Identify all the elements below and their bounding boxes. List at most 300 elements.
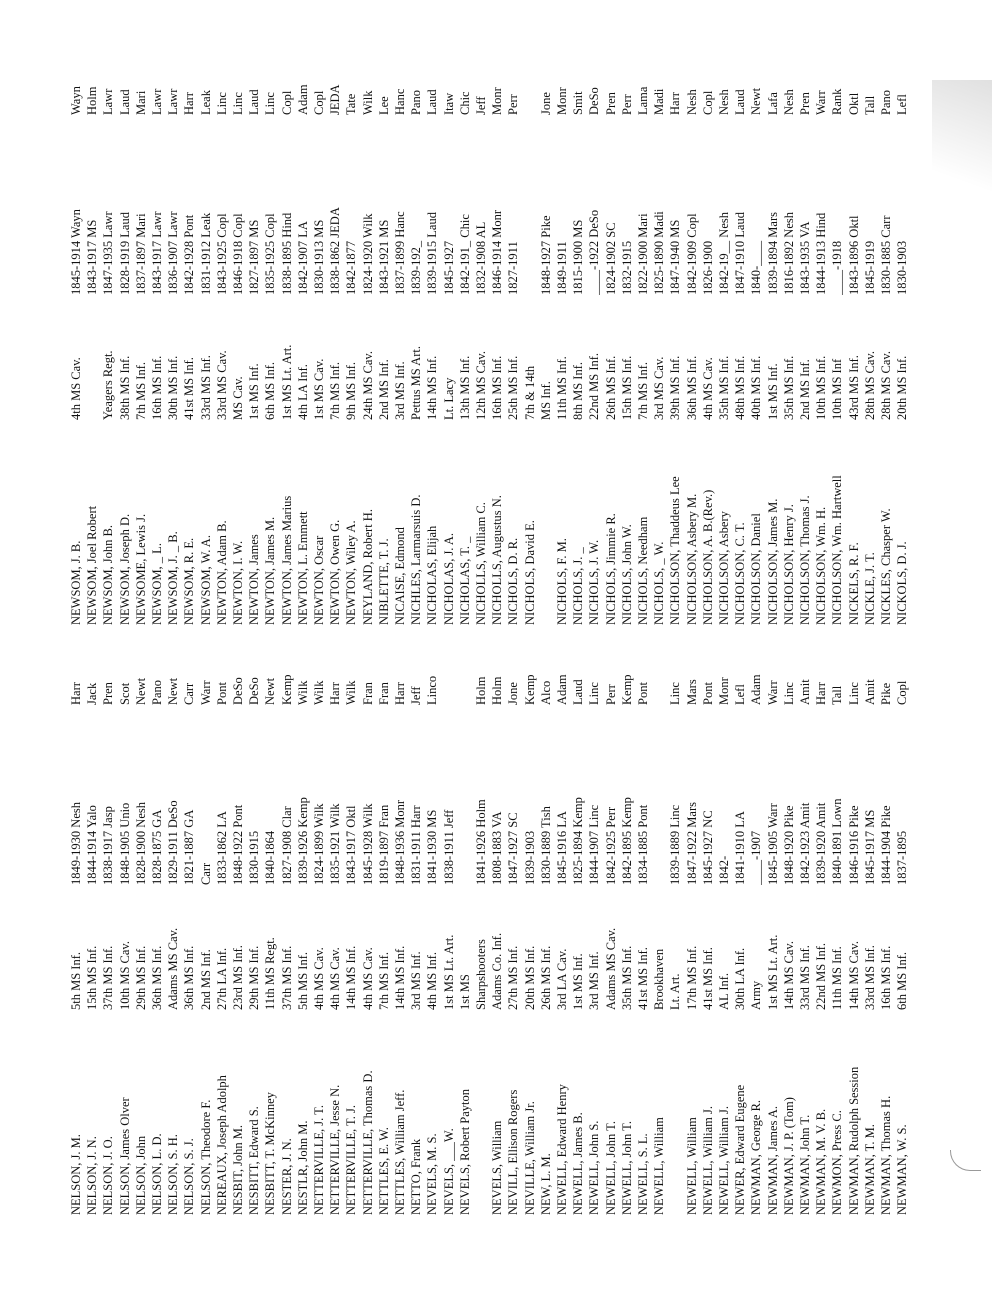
soldier-name: NICHOLS, D. R. [506,537,521,625]
dates-county: 1837-1895 [895,830,910,885]
burial-county: Nesh [684,89,699,115]
unit: 11th MS Regt. [263,937,278,1010]
dates-county: 1835-1925 Copl [263,213,278,295]
burial-county: Harr [182,92,197,115]
roster-row [246,660,262,1215]
unit: 37th MS Inf. [101,945,116,1010]
burial-county: Pren [101,682,116,705]
burial-county: Tall [862,95,877,115]
roster-row [133,660,149,1215]
roster-row [651,70,667,625]
dates-county: 1841-1930 MS [425,809,440,885]
roster-row [570,70,586,625]
roster-row [149,660,165,1215]
soldier-name: NEWELL, William J. [700,1106,715,1215]
roster-block-right [40,70,940,625]
soldier-name: NELSON, J. N. [85,1136,100,1215]
soldier-name: NELSON, S. J. [182,1138,197,1215]
soldier-name: NICHOLAS, Elijah [425,525,440,625]
soldier-name: NEWMAN, W. S. [895,1124,910,1215]
burial-county: Pont [636,682,650,705]
unit: 26th MS Inf. [538,945,553,1010]
dates-county: 1843-1917 Lawr [150,211,164,295]
burial-county: Carr [182,682,197,705]
roster-row [392,70,408,625]
dates-county: 1830-1889 Tish [538,806,553,885]
unit: 11th MS Inf. [555,356,569,420]
dates-county: 1825-1894 Kemp [571,797,586,885]
dates-county: 1847-1910 Laud [733,212,748,295]
roster-row [165,70,181,625]
roster-row [862,660,878,1215]
unit: 14th MS Inf. [344,945,359,1010]
burial-county: Lawr [150,88,164,115]
burial-county: Holm [490,676,505,705]
dates-county: 1822-1900 Mari [636,213,650,295]
soldier-name: NICKELS, R. F. [846,542,861,625]
soldier-name: NICHOLSON, Wm. Hartwell [830,475,845,625]
unit: 41st MS Inf. [182,357,197,420]
unit: MS Cav. [231,376,245,420]
soldier-name: NETTERVILLE, Thomas D. [360,1070,375,1215]
dates-county: 1839-1920 Amit [814,802,829,885]
roster-block-left [40,660,940,1215]
soldier-name: NELSON, J. M. [69,1134,83,1215]
unit: 10th MS Inf [830,358,845,420]
burial-county: Mars [684,679,699,705]
burial-county: Nesh [781,89,796,115]
soldier-name: NEWMON, Press C. [830,1110,845,1215]
dates-county: ____-1918 [830,240,845,295]
burial-county: Copl [700,90,715,115]
dates-county: 1845-1914 Wayn [69,209,83,295]
soldier-name: NESBITT, T. McKinney [263,1092,278,1215]
dates-county: 1848-1936 Monr [393,799,407,885]
roster-row [230,660,246,1215]
burial-county: Warr [198,680,213,705]
dates-county: 1842-1925 Perr [603,806,618,885]
roster-row [117,70,133,625]
unit: 2nd MS Inf. [198,949,213,1010]
dates-county: 1849-1911 [555,241,569,295]
roster-row [505,660,521,1215]
burial-county: Newt [749,87,764,115]
burial-county: Jack [85,682,100,705]
roster-row [457,70,473,625]
roster-row [570,660,586,1215]
roster-row [619,660,635,1215]
soldier-name: NEWELL, William J. [717,1106,731,1215]
dates-county: 1831-1912 Leak [198,212,213,295]
unit: 14th MS Cav. [781,941,796,1010]
soldier-name: NEWELL, John S. [587,1120,602,1215]
unit: 41st MS Inf. [636,947,650,1010]
soldier-name: NEWTON, James M. [263,516,278,625]
soldier-name: NEWTON, I. W. [231,540,245,625]
soldier-name: NEWTON, L. Emmett [295,511,310,625]
soldier-name: NEWER, Edward Eugene [733,1084,748,1215]
dates-county: 1824-1902 SC [603,222,618,295]
dates-county: 1830-1903 [895,240,910,295]
burial-county: Pont [214,682,229,705]
roster-row [473,660,489,1215]
roster-row [133,70,149,625]
unit: Sharpshooters [474,939,488,1010]
unit: 8th MS Inf. [571,362,586,420]
burial-county: Linc [668,682,683,705]
soldier-name: NEVILLE, William Jr. [522,1101,537,1215]
unit: Adams Co. Inf. [490,932,505,1010]
soldier-name: NEVELS, M. S. [425,1133,440,1215]
soldier-name: NELSON, J. O. [101,1136,116,1215]
unit: 15th MS Inf. [619,355,634,420]
soldier-name: NICHOLSON, A. B.(Rev.) [700,489,715,625]
unit: 14th MS Inf. [393,945,407,1010]
burial-county: Itaw [441,92,456,115]
soldier-name: NEWMAN, George R. [749,1099,764,1215]
scan-shadow [932,80,992,220]
soldier-name: NETTERVILLE, T. J. [344,1105,359,1215]
roster-row [279,70,295,625]
unit: 14th MS Inf. [425,355,440,420]
dates-county: 1840-____ [749,240,764,295]
roster-row [489,660,505,1215]
unit: Yeagers Regt. [101,350,116,420]
burial-county: Linc [846,682,861,705]
unit: Lt. Art. [668,973,683,1010]
burial-county: Pano [150,680,164,705]
burial-county: Wayn [69,86,83,115]
roster-row [635,660,651,1215]
dates-county: 1844-1904 Pike [879,805,893,885]
unit: 33rd MS Inf. [862,945,877,1010]
unit: 7th & 14th [522,365,537,420]
dates-county: 1832-1915 [619,240,634,295]
unit: 40th MS Inf. [749,355,764,420]
burial-county: Wilk [344,680,359,705]
soldier-name: NEWTON, Owen G. [328,519,343,625]
dates-county: 1846-1918 Copl [231,213,245,295]
burial-county: Jeff [474,96,488,115]
burial-county: Linco [425,675,440,705]
unit: 17th MS Inf. [684,945,699,1010]
roster-row [748,70,764,625]
soldier-name: NICHOLSON, Thomas J. [798,495,812,625]
unit: 1st MS Inf. [247,363,262,420]
dates-county: 1832-1908 AL [474,221,488,295]
soldier-name: NEWTON, Wiley A. [344,520,359,625]
unit: 20th MS Inf. [522,945,537,1010]
unit: 3rd LA Cav. [555,948,569,1010]
dates-county: 1844-1907 Linc [587,804,602,885]
burial-county: Perr [619,94,634,115]
dates-county: 1830-1913 MS [312,219,326,295]
unit: 33rd MS Inf. [798,945,812,1010]
unit: 30th MS Inf. [166,355,181,420]
dates-county: 1839-1915 Laud [425,212,440,295]
dates-county: 1834-1885 Pont [636,804,650,885]
dates-county: 1842-1909 Copl [684,213,699,295]
unit: 48th MS Inf. [733,355,748,420]
unit: MS Inf. [538,381,553,420]
dates-county: 1838-1895 Hind [279,212,294,295]
unit: 2nd MS Inf. [798,359,812,420]
roster-row [586,70,602,625]
soldier-name: NICHOLSON, C. T. [733,522,748,625]
unit: 4th LA Inf. [295,364,310,420]
unit: AL Inf. [717,972,731,1010]
unit: 35th MS Inf. [781,355,796,420]
soldier-name: NICHOLAS, T. _ [457,536,472,625]
burial-county: Nesh [717,89,731,115]
dates-county: 1847-1940 MS [668,219,683,295]
roster-row [716,660,732,1215]
soldier-name: NICHOLSON, Henry J. [781,504,796,625]
soldier-name: NESBIT, John M. [231,1124,245,1215]
roster-row [230,70,246,625]
burial-county: Linc [587,682,602,705]
dates-county: 1842-1907 LA [295,221,310,295]
dates-county: 1848-1927 Pike [538,215,553,295]
soldier-name: NEWSOM, Joel Robert [85,505,100,625]
unit: 36th MS Inf. [150,945,164,1010]
roster-row [198,660,214,1215]
dates-county: 1837-1897 Mari [133,213,148,295]
unit: 13th MS Inf. [457,355,472,420]
unit: 29th MS Inf. [247,945,262,1010]
soldier-name: NEVILL, Ellison Rogers [506,1089,521,1215]
unit: 43rd MS Inf. [846,355,861,420]
soldier-name: NEWELL, William [652,1117,667,1215]
unit: 15th MS Inf. [85,945,100,1010]
roster-row [84,70,100,625]
dates-county: 1839-1889 Linc [668,804,683,885]
burial-county: Oktl [846,92,861,115]
burial-county: Copl [895,680,910,705]
roster-row [797,70,813,625]
burial-county: Amit [798,679,812,705]
unit: 25th MS Inf. [506,355,521,420]
dates-county: 1843-1935 VA [798,221,812,295]
dates-county: 1838-1917 Jasp [101,806,116,885]
dates-county: 1849-1930 Nesh [69,802,83,885]
roster-row [214,660,230,1215]
roster-row [408,70,424,625]
unit: 7th MS Inf. [376,952,391,1010]
soldier-name: NEWTON, Oscar [312,535,326,625]
burial-county: DeSo [247,677,262,705]
roster-row [295,660,311,1215]
roster-row [667,660,683,1215]
roster-row [829,660,845,1215]
roster-row [343,660,359,1215]
dates-county: 1827-1908 Clar [279,806,294,885]
soldier-name: NICHOLS, J. W. [587,539,602,625]
roster-row [360,660,376,1215]
dates-county: 1841-1910 LA [733,811,748,885]
roster-row [781,660,797,1215]
burial-county: Wilk [360,90,375,115]
burial-county: Warr [814,90,829,115]
burial-county: Pren [603,92,618,115]
burial-county: Monr [490,87,505,115]
burial-county: JEDA [328,84,343,115]
roster-row [198,70,214,625]
roster-row [846,70,862,625]
roster-row [165,660,181,1215]
unit: 38th MS Inf. [117,355,132,420]
burial-county: Chic [457,91,472,115]
roster-row [732,660,748,1215]
soldier-name: NEWSOM, _ L. [150,543,164,625]
unit: 4th MS Cav. [69,357,83,420]
soldier-name: NETTLES, E. W. [376,1127,391,1215]
burial-county: Lawr [166,88,181,115]
soldier-name: NETTLES, William Jeff. [393,1089,407,1215]
roster-row [68,70,84,625]
unit: 26th MS Inf. [603,355,618,420]
roster-row [813,660,829,1215]
burial-county: Holm [474,676,488,705]
dates-county: 1838-1862 JEDA [328,207,343,295]
dates-county: 1844-1914 Yalo [85,805,100,885]
soldier-name: NEW, L. M. [538,1153,553,1215]
roster-row [84,660,100,1215]
roster-row [765,70,781,625]
dates-county: 1836-1907 Lawr [166,211,181,295]
unit: 1st MS Cav. [312,358,326,420]
burial-county: Madi [652,88,667,115]
dates-county: 1837-1899 Hanc [393,211,407,295]
dates-county: 1808-1883 VA [490,811,505,885]
soldier-name: NEWMAN, Thomas H. [879,1095,893,1215]
roster-row [262,70,278,625]
dates-county: 1840-1864 [263,830,278,885]
roster-row [781,70,797,625]
unit: Brookhaven [652,948,667,1010]
unit: 36th MS Inf. [182,945,197,1010]
burial-county: Monr [555,87,569,115]
soldier-name: NICHOLS, J. _ [571,547,586,625]
soldier-name: NETTERVILLE, Jesse N. [328,1084,343,1215]
burial-county: Lama [636,86,650,115]
burial-county: Rank [830,88,845,115]
unit: 16th MS Inf. [490,355,505,420]
burial-county: Newt [263,677,278,705]
burial-county: Laud [571,679,586,705]
unit: 28th MS Cav. [862,351,877,420]
roster-row [878,70,894,625]
burial-county: Harr [69,682,83,705]
dates-county: 1845-1919 [862,240,877,295]
dates-county: 1842-1923 Amit [798,802,812,885]
dates-county: 1828-1919 Laud [117,212,132,295]
dates-county: 1816-1892 Nesh [781,212,796,295]
soldier-name: NICHOLLS, Augustus N. [490,495,505,625]
unit: 4th MS Inf. [425,952,440,1010]
dates-county: 1844-1913 Hind [814,212,829,295]
roster-row [603,70,619,625]
soldier-name: NICHOLSON, Thaddeus Lee [668,476,683,625]
roster-row [586,660,602,1215]
soldier-name: NICHOLSON, Daniel [749,513,764,625]
burial-county: Jone [538,92,553,115]
roster-row [279,660,295,1215]
unit: 12th MS Cav. [474,351,488,420]
burial-county: Newt [133,677,148,705]
unit: Adams MS Cav. [603,927,618,1010]
dates-county: 1845-1917 MS [862,809,877,885]
roster-row [635,70,651,625]
roster-row [149,70,165,625]
unit: 10th MS Cav. [117,941,132,1010]
soldier-name: NICHOLS, _ W. [652,541,667,625]
dates-county: 1839-1903 [522,830,537,885]
soldier-name: NIBLETTE, T. J. [376,538,391,625]
soldier-name: NESTLR, John M. [295,1120,310,1215]
roster-row [538,660,554,1215]
soldier-name: NICHOLLS, William C. [474,502,488,625]
dates-county: 1845-1927 [441,240,456,295]
roster-row [619,70,635,625]
dates-county: 1846-1914 Monr [490,209,505,295]
roster-row [554,660,570,1215]
soldier-name: NICHOLS, F. M. [555,538,569,625]
roster-row [68,660,84,1215]
roster-row [214,70,230,625]
soldier-name: NEWTON, James [247,534,262,625]
unit: 6th MS Inf. [895,952,910,1010]
burial-county: Harr [668,92,683,115]
dates-county: 1842-1877 [344,240,359,295]
roster-row [376,660,392,1215]
unit: 5th MS Inf. [295,952,310,1010]
dates-county: 1839-1926 Kemp [295,797,310,885]
unit: 35th MS Inf. [619,945,634,1010]
soldier-name: NEWMAN, James A. [765,1105,780,1215]
soldier-name: NEWELL, Edward Henry [555,1084,569,1215]
soldier-name: NICHOLSON, Wm. H. [814,506,829,625]
roster-row [441,70,457,625]
unit: 36th MS Inf. [684,355,699,420]
unit: 7th MS Inf. [636,362,650,420]
soldier-name: NEREAUX, Joseph Adolph [214,1075,229,1215]
dates-county: 1842-1895 Kemp [619,797,634,885]
unit: 7th MS Inf. [328,362,343,420]
unit: 22nd MS Inf. [587,352,602,420]
unit: 4th MS Cav. [700,357,715,420]
dates-county: 1841-1926 Holm [474,799,488,885]
soldier-name: NESBITT, Edward S. [247,1106,262,1215]
unit: 4th MS Cav. [312,947,326,1010]
unit: 4th MS Cav. [360,947,375,1010]
unit: 35th MS Inf. [717,355,731,420]
burial-county: Jeff [409,686,424,705]
burial-county: Scot [117,682,132,705]
dates-county: 1846-1916 Pike [846,805,861,885]
roster-row [376,70,392,625]
unit: Lt. Lacy [441,377,456,420]
burial-county: Tate [344,93,359,115]
burial-county: Monr [717,677,731,705]
unit: 10th MS Inf. [814,355,829,420]
unit: 29th MS Inf. [133,945,148,1010]
dates-county: Carr [198,862,213,885]
roster-row [684,660,700,1215]
dates-county: 1839-192_ [409,240,424,295]
soldier-name: NEWELL, James B. [571,1112,586,1215]
dates-county: 1826-1900 [700,240,715,295]
